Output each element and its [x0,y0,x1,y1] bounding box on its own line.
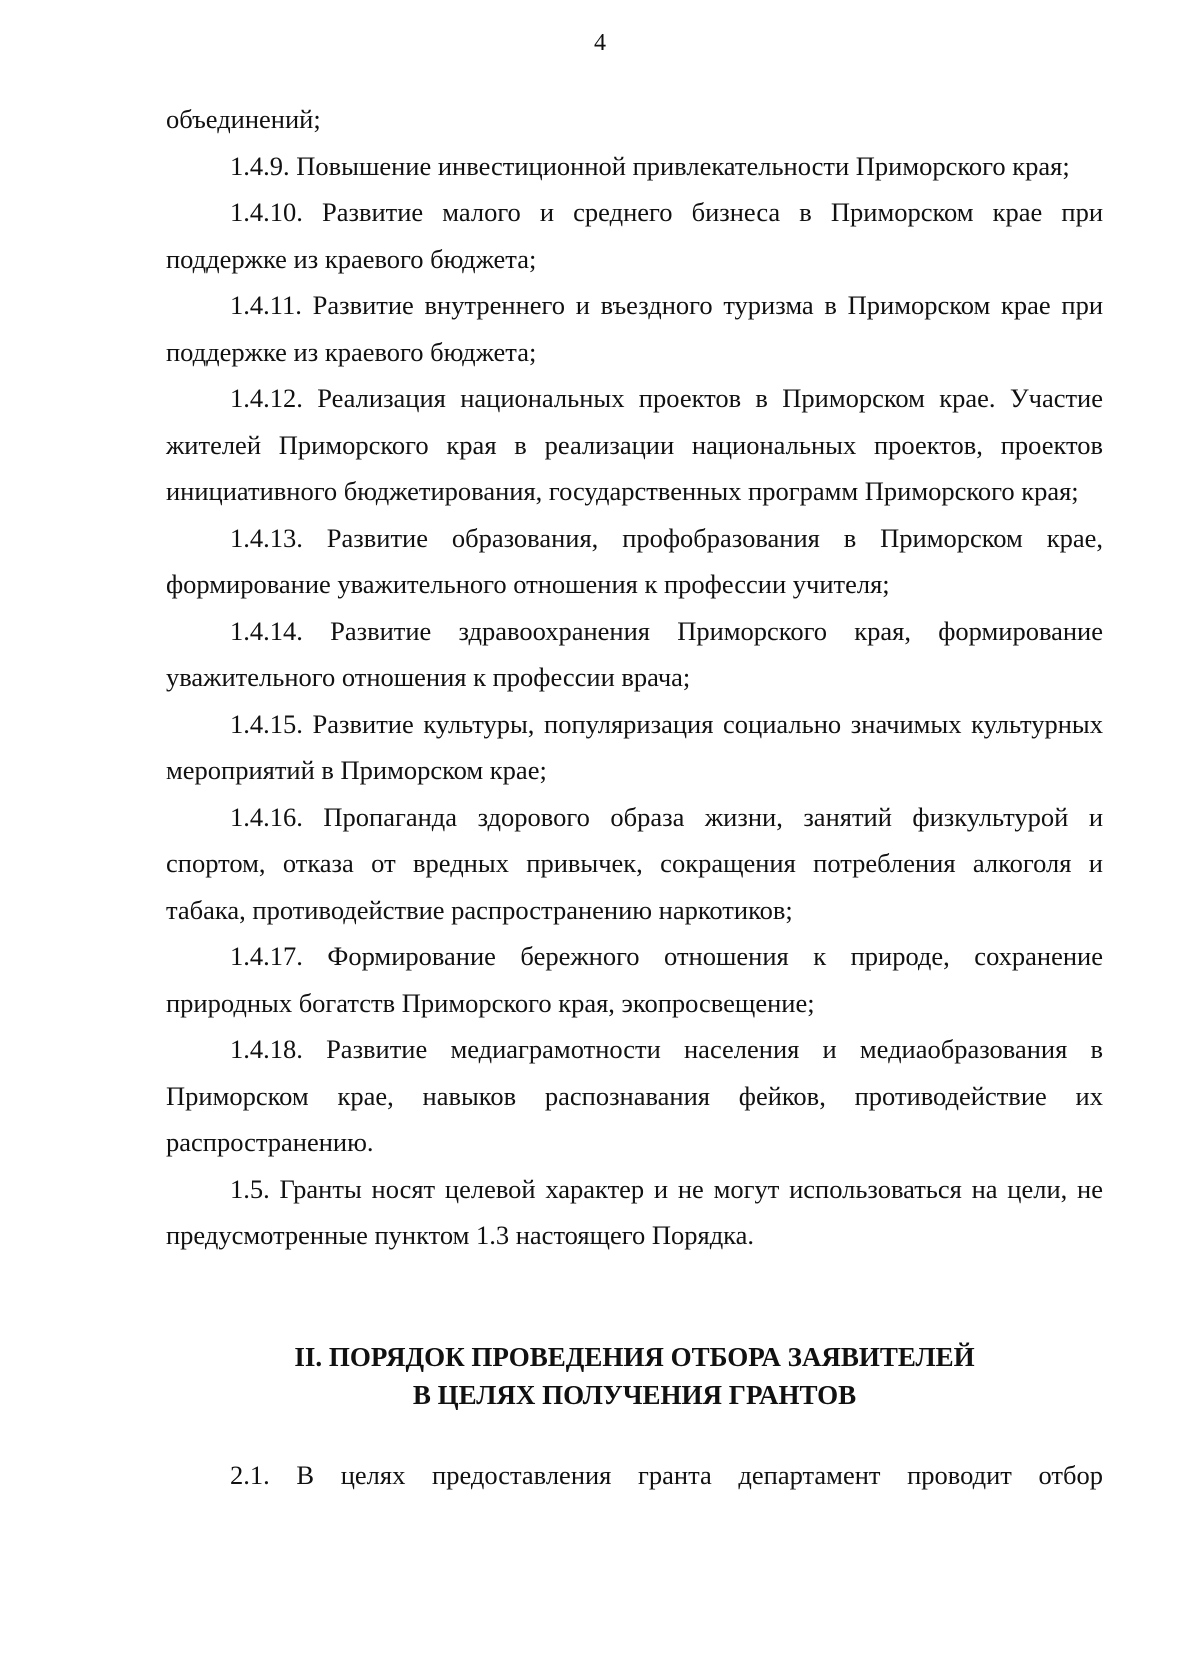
section-heading [166,1338,1103,1414]
paragraph-continuation: объединений; [166,104,321,134]
paragraph-1-4-16: 1.4.16. Пропаганда здорового образа жизни, занятий физкультурой и спортом, отказа от вредных привычек, сокращения потребления алкоголя и табака, противодействие распространению наркотиков; [166,801,1103,925]
paragraph-1-4-10: 1.4.10. Развитие малого и среднего бизнеса в Приморском крае при поддержке из краевого бюджета; [166,197,1103,274]
paragraph-1-4-13: 1.4.13. Развитие образования, профобразования в Приморском крае, формирование уважительного отношения к профессии учителя; [166,522,1103,599]
section-heading-line-2: В ЦЕЛЯХ ПОЛУЧЕНИЯ ГРАНТОВ [412,1380,857,1410]
paragraph-1-4-11: 1.4.11. Развитие внутреннего и въездного туризма в Приморском крае при поддержке из краевого бюджета; [166,290,1103,367]
paragraph-1-4-17: 1.4.17. Формирование бережного отношения к природе, сохранение природных богатств Приморского края, экопросвещение; [166,941,1103,1018]
section-body [166,1452,1103,1499]
paragraph-2-1: 2.1. В целях предоставления гранта департамент проводит отбор [230,1460,1103,1490]
paragraph-1-4-9: 1.4.9. Повышение инвестиционной привлекательности Приморского края; [230,150,1070,181]
section-heading-line-1: II. ПОРЯДОК ПРОВЕДЕНИЯ ОТБОРА ЗАЯВИТЕЛЕЙ [294,1342,975,1372]
paragraph-1-4-18: 1.4.18. Развитие медиаграмотности населения и медиаобразования в Приморском крае, навыков распознавания фейков, противодействие их распространению. [166,1034,1103,1157]
paragraph-1-4-15: 1.4.15. Развитие культуры, популяризация социально значимых культурных мероприятий в Приморском крае; [166,708,1103,785]
page-number: 4 [594,30,606,56]
document-body [166,96,1103,1259]
paragraph-1-4-14: 1.4.14. Развитие здравоохранения Приморского края, формирование уважительного отношения к профессии врача; [166,615,1103,692]
paragraph-1-4-12: 1.4.12. Реализация национальных проектов в Приморском крае. Участие жителей Приморского края в реализации национальных проектов, проектов инициативного бюджетирования, государственных программ Приморского края; [166,383,1103,506]
paragraph-1-5: 1.5. Гранты носят целевой характер и не могут использоваться на цели, не предусмотренные пунктом 1.3 настоящего Порядка. [166,1173,1103,1250]
